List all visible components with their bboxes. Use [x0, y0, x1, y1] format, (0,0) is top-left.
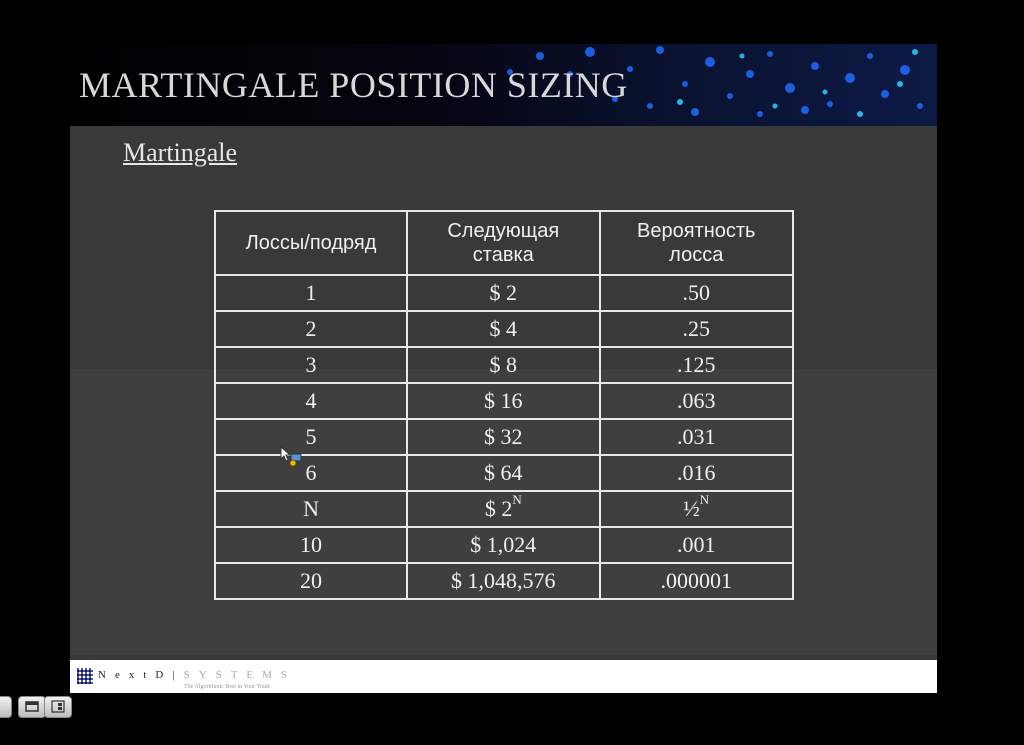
cell-losses: 10	[215, 527, 407, 563]
cell-bet: $ 4	[407, 311, 599, 347]
brand-name	[98, 669, 296, 681]
cell-losses: 3	[215, 347, 407, 383]
cell-probability: .125	[600, 347, 794, 383]
cell-probability	[600, 491, 794, 527]
cell-bet: $ 16	[407, 383, 599, 419]
cell-bet-base: $ 2	[484, 496, 513, 521]
cell-bet: $ 2	[407, 275, 599, 311]
table-row	[215, 347, 793, 383]
header-loss-probability-line2: лосса	[669, 244, 724, 266]
grid-view-icon	[45, 697, 71, 717]
cell-losses: 6	[215, 455, 407, 491]
mouse-pointer-icon	[280, 446, 304, 468]
slide-sorter-button[interactable]	[44, 696, 72, 718]
header-next-bet-line2: ставка	[472, 244, 534, 266]
brand-main: NextD	[98, 669, 173, 681]
cell-losses: 4	[215, 383, 407, 419]
brand-separator: |	[172, 669, 184, 681]
title-bar	[70, 44, 937, 126]
brand-tagline: The Algorithmic Best in Your Trade	[184, 684, 271, 690]
cell-probability: .016	[600, 455, 794, 491]
cell-losses: 20	[215, 563, 407, 599]
cell-bet-exponent: N	[512, 492, 522, 507]
brand-rest: SYSTEMS	[183, 669, 297, 681]
martingale-table	[214, 210, 794, 600]
cell-bet: $ 1,048,576	[407, 563, 599, 599]
header-losses-in-row: Лоссы/подряд	[215, 211, 407, 275]
cell-bet	[407, 491, 599, 527]
header-next-bet-line1: Следующая	[447, 220, 560, 242]
cell-probability: .50	[600, 275, 794, 311]
normal-view-button[interactable]	[18, 696, 46, 718]
window-icon	[19, 697, 45, 717]
cell-bet: $ 64	[407, 455, 599, 491]
cell-bet: $ 32	[407, 419, 599, 455]
cell-probability: .25	[600, 311, 794, 347]
prev-button[interactable]	[0, 696, 12, 718]
cell-probability: .001	[600, 527, 794, 563]
cell-losses: 1	[215, 275, 407, 311]
table-row	[215, 311, 793, 347]
table-row	[215, 563, 793, 599]
cell-bet: $ 1,024	[407, 527, 599, 563]
slide-footer	[70, 660, 937, 693]
cell-probability-exponent: N	[699, 492, 710, 507]
table-row	[215, 383, 793, 419]
header-loss-probability-line1: Вероятность	[637, 220, 756, 242]
cell-bet: $ 8	[407, 347, 599, 383]
cell-probability: .000001	[600, 563, 794, 599]
cell-losses: 2	[215, 311, 407, 347]
table-row	[215, 527, 793, 563]
section-heading: Martingale	[123, 138, 238, 167]
header-loss-probability	[600, 211, 794, 275]
slide	[70, 44, 937, 693]
cell-probability: .063	[600, 383, 794, 419]
table-row	[215, 275, 793, 311]
cell-losses: 5	[215, 419, 407, 455]
cell-losses: N	[215, 491, 407, 527]
player-controls	[0, 694, 80, 720]
table-row	[215, 491, 793, 527]
nextd-logo-icon	[77, 668, 93, 684]
cell-probability-base: ½	[683, 496, 700, 521]
header-next-bet	[407, 211, 599, 275]
cell-probability: .031	[600, 419, 794, 455]
slide-title: MARTINGALE POSITION SIZING	[79, 65, 628, 105]
table-header-row	[215, 211, 793, 275]
